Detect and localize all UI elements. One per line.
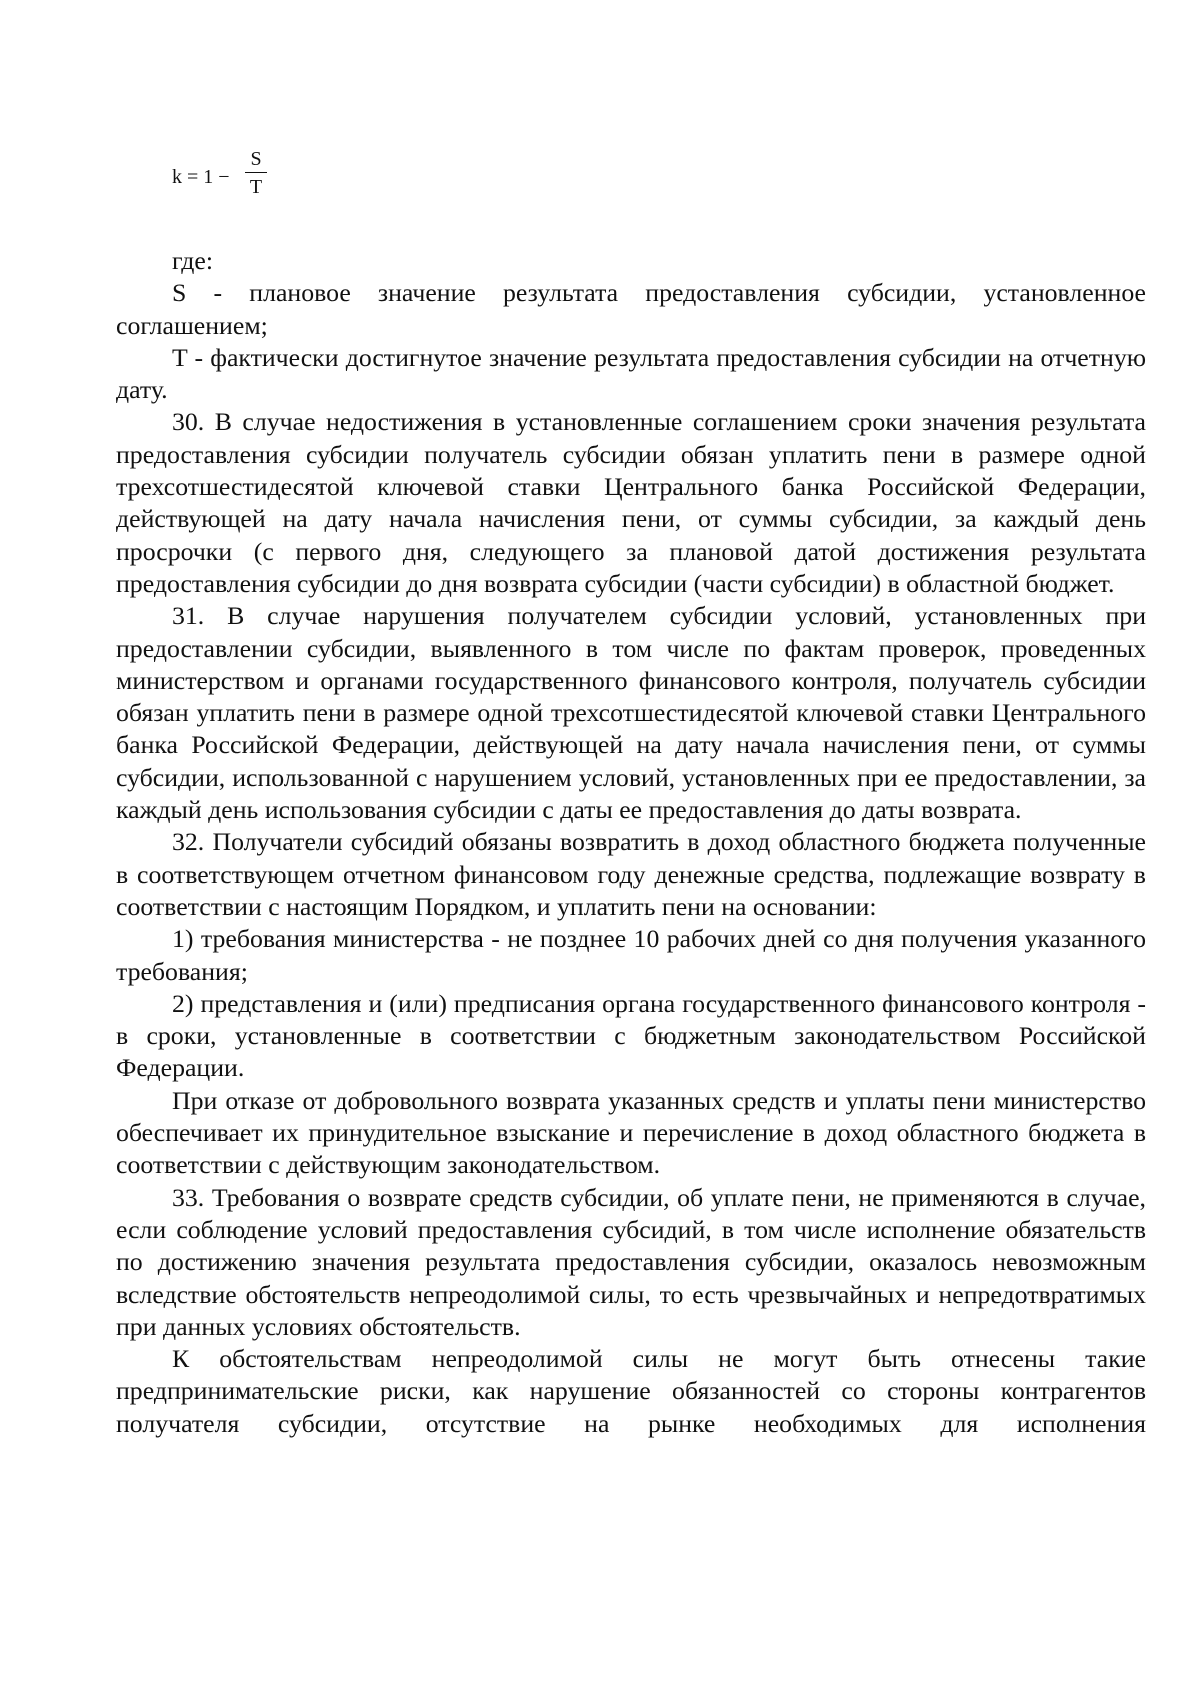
paragraph-s-definition: S - плановое значение результата предоставления субсидии, установленное соглашением;: [116, 278, 1146, 340]
paragraph-30: 30. В случае недостижения в установленные соглашением сроки значения результата предоставления субсидии получатель субсидии обязан уплатить пени в размере одной трехсотшестидесятой ключевой ставки Центрального банка Российской Федерации, действующей на дату начала начисления пени, от суммы субсидии, за каждый день просрочки (с первого дня, следующего за плановой датой достижения результата предоставления субсидии до дня возврата субсидии (части субсидии) в областной бюджет.: [116, 407, 1146, 598]
formula-lhs: k = 1 −: [172, 166, 230, 188]
formula-fraction: [245, 148, 267, 198]
paragraph-where: где:: [172, 246, 214, 275]
paragraph-32-item-1: 1) требования министерства - не позднее 10 рабочих дней со дня получения указанного требования;: [116, 924, 1146, 986]
document-body: [116, 245, 1146, 1440]
paragraph-t-definition: T - фактически достигнутое значение результата предоставления субсидии на отчетную дату.: [116, 342, 1146, 405]
paragraph-33: 33. Требования о возврате средств субсидии, об уплате пени, не применяются в случае, если соблюдение условий предоставления субсидий, в том числе исполнение обязательств по достижению значения результата предоставления субсидии, оказалось невозможным вследствие обстоятельств непреодолимой силы, то есть чрезвычайных и непредотвратимых при данных условиях обстоятельств.: [116, 1182, 1146, 1341]
paragraph-32: 32. Получатели субсидий обязаны возвратить в доход областного бюджета полученные в соответствующем отчетном финансовом году денежные средства, подлежащие возврату в соответствии с настоящим Порядком, и уплатить пени на основании:: [116, 827, 1146, 921]
paragraph-refusal: При отказе от добровольного возврата указанных средств и уплаты пени министерство обеспечивает их принудительное взыскание и перечисление в доход областного бюджета в соответствии с действующим законодательством.: [116, 1085, 1146, 1180]
formula-numerator: S: [250, 148, 262, 170]
paragraph-32-item-2: 2) представления и (или) предписания органа государственного финансового контроля - в сроки, установленные в соответствии с бюджетным законодательством Российской Федерации.: [116, 988, 1146, 1083]
fraction-bar: [245, 172, 267, 173]
paragraph-31: 31. В случае нарушения получателем субсидии условий, установленных при предоставлении субсидии, выявленного в том числе по фактам проверок, проведенных министерством и органами государственного финансового контроля, получатель субсидии обязан уплатить пени в размере одной трехсотшестидесятой ключевой ставки Центрального банка Российской Федерации, действующей на дату начала начисления пени, от суммы субсидии, использованной с нарушением условий, установленных при ее предоставлении, за каждый день использования субсидии с даты ее предоставления до даты возврата.: [116, 601, 1146, 825]
formula-denominator: T: [249, 176, 263, 198]
paragraph-force-majeure: К обстоятельствам непреодолимой силы не могут быть отнесены такие предпринимательские риски, как нарушение обязанностей со стороны контрагентов получателя субсидии, отсутствие на рынке необходимых для исполнения: [116, 1344, 1146, 1438]
